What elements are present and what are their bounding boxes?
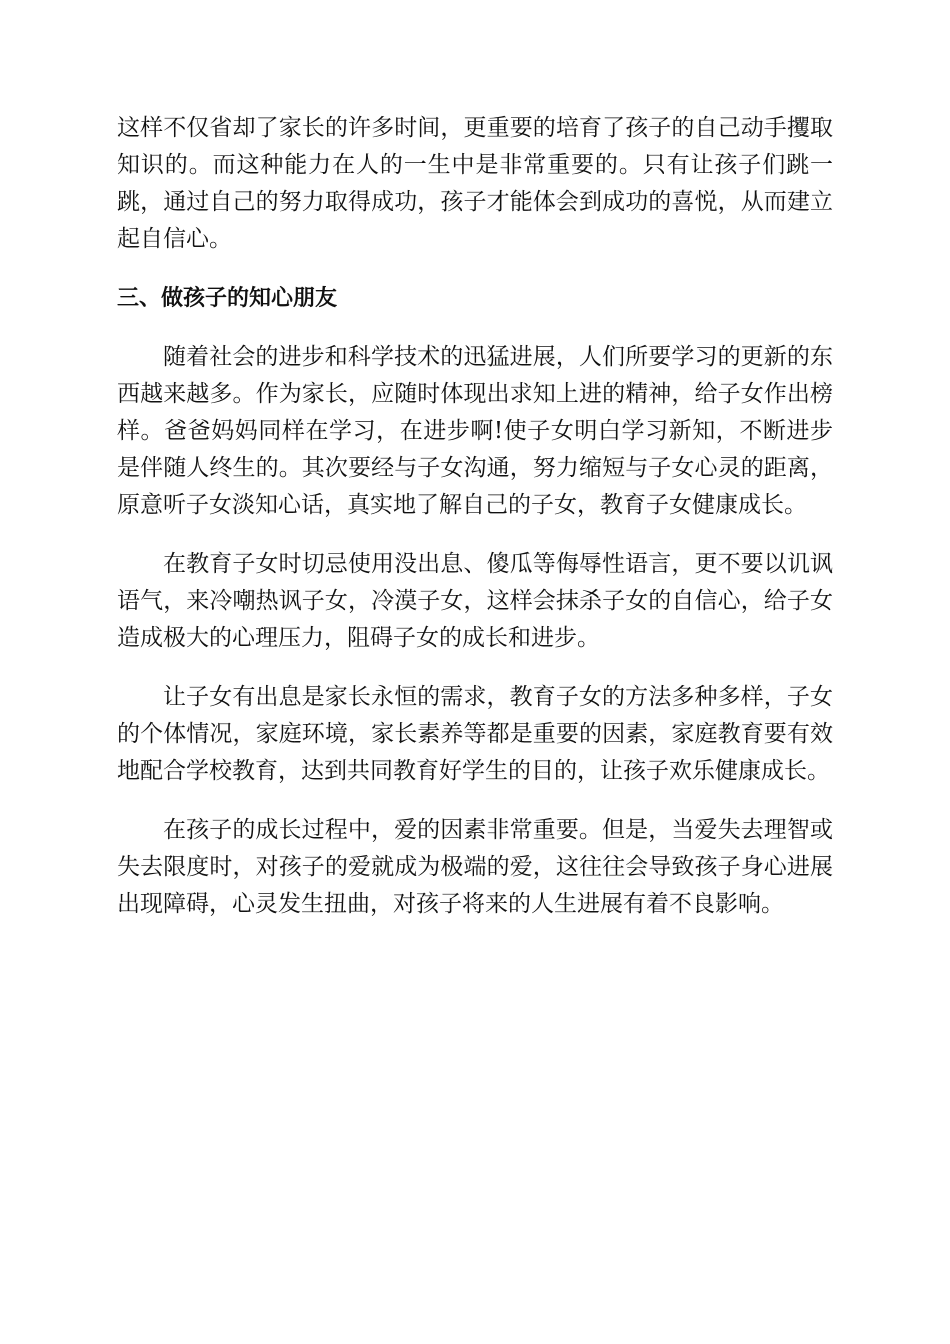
- body-paragraph-1: 随着社会的进步和科学技术的迅猛进展，人们所要学习的更新的东西越来越多。作为家长，应随时体现出求知上进的精神，给子女作出榜样。爸爸妈妈同样在学习，在进步啊!使子女明白学习新知，不断进步是伴随人终生的。其次要经与子女沟通，努力缩短与子女心灵的距离，原意听子女淡知心话，真实地了解自己的子女，教育子女健康成长。: [117, 344, 833, 518]
- body-paragraph-4: 在孩子的成长过程中，爱的因素非常重要。但是，当爱失去理智或失去限度时，对孩子的爱就成为极端的爱，这往往会导致孩子身心进展出现障碍，心灵发生扭曲，对孩子将来的人生进展有着不良影响。: [117, 817, 833, 917]
- section-heading: 三、做孩子的知心朋友: [117, 286, 338, 311]
- body-paragraph-2: 在教育子女时切忌使用没出息、傻瓜等侮辱性语言，更不要以讥讽语气，来冷嘲热讽子女，冷漠子女，这样会抹杀子女的自信心，给子女造成极大的心理压力，阻碍子女的成长和进步。: [117, 551, 833, 651]
- continued-paragraph: 这样不仅省却了家长的许多时间，更重要的培育了孩子的自己动手攫取知识的。而这种能力在人的一生中是非常重要的。只有让孩子们跳一跳，通过自己的努力取得成功，孩子才能体会到成功的喜悦，从而建立起自信心。: [117, 115, 833, 252]
- document-body: [117, 110, 833, 945]
- body-paragraph-3: 让子女有出息是家长永恒的需求，教育子女的方法多种多样，子女的个体情况，家庭环境，家长素养等都是重要的因素，家庭教育要有效地配合学校教育，达到共同教育好学生的目的，让孩子欢乐健康成长。: [117, 684, 833, 784]
